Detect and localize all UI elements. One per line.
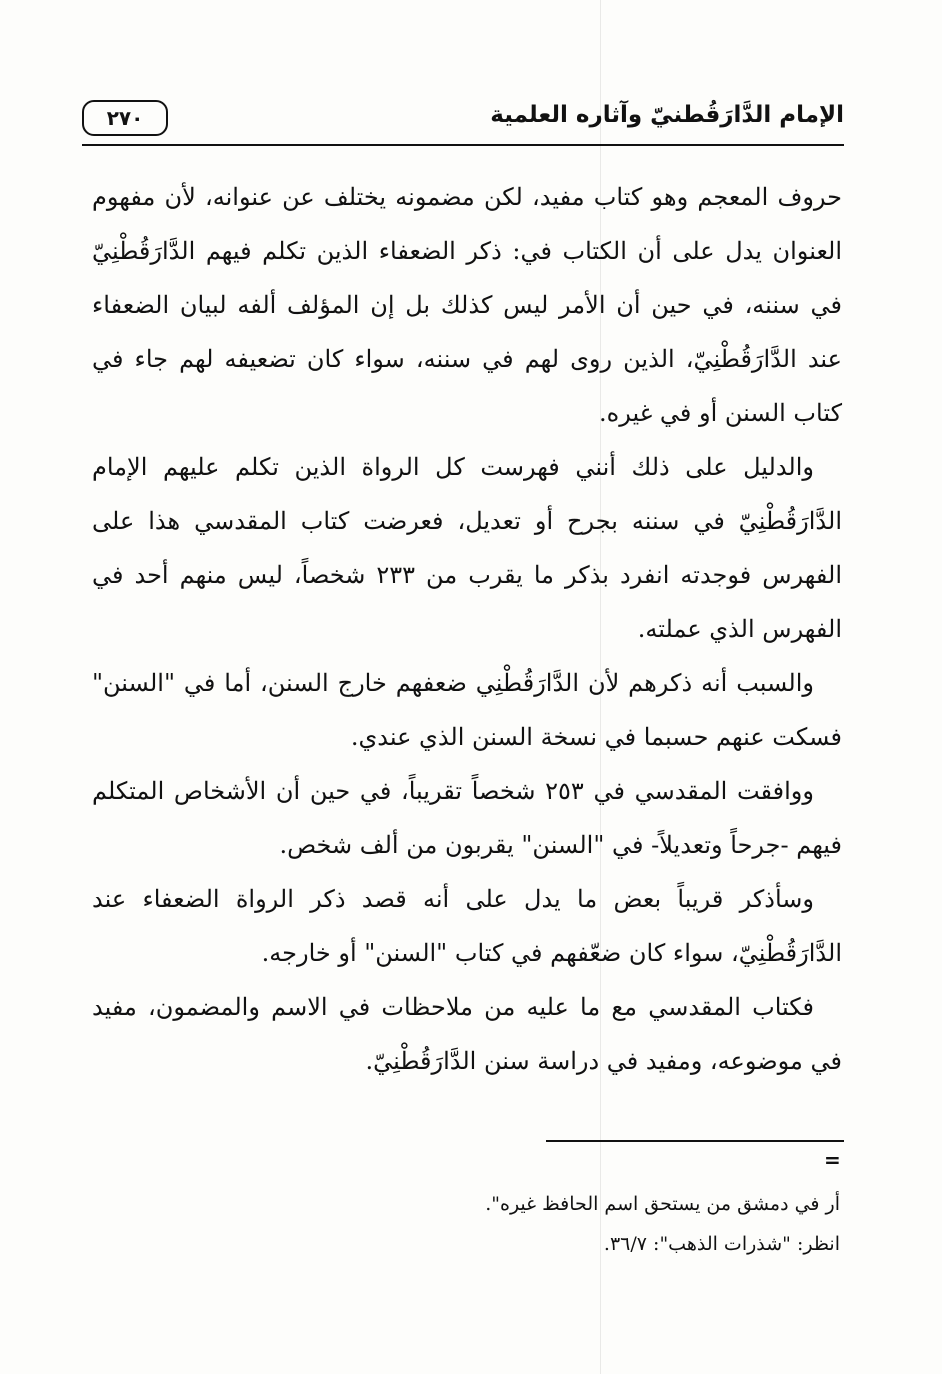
- paragraph: والسبب أنه ذكرهم لأن الدَّارَقُطْنِي ضعفهم خارج السنن، أما في "السنن" فسكت عنهم حسبما في نسخة السنن الذي عندي.: [92, 669, 842, 751]
- footnote-line: أر في دمشق من يستحق اسم الحافظ غيره".: [485, 1193, 840, 1215]
- footnote-line: انظر: "شذرات الذهب": ٣٦/٧.: [603, 1233, 840, 1255]
- body-text: [92, 170, 842, 1088]
- footnote-continuation-mark: =: [824, 1148, 841, 1172]
- paragraph: والدليل على ذلك أنني فهرست كل الرواة الذين تكلم عليهم الإمام الدَّارَقُطْنِيّ في سننه بجرح أو تعديل، فعرضت كتاب المقدسي هذا على الفهرس فوجدته انفرد بذكر ما يقرب من ٢٣٣ شخصاً، ليس منهم أحد في الفهرس الذي عملته.: [92, 453, 842, 643]
- footnotes: [300, 1184, 840, 1264]
- page-number: ٢٧٠: [82, 100, 168, 136]
- header-title: الإمام الدَّارَقُطنيّ وآثاره العلمية: [490, 102, 844, 128]
- paragraph: فكتاب المقدسي مع ما عليه من ملاحظات في الاسم والمضمون، مفيد في موضوعه، ومفيد في دراسة سنن الدَّارَقُطْنِيّ.: [92, 993, 842, 1075]
- paragraph: ووافقت المقدسي في ٢٥٣ شخصاً تقريباً، في حين أن الأشخاص المتكلم فيهم -جرحاً وتعديلاً- في "السنن" يقربون من ألف شخص.: [92, 777, 842, 859]
- running-header: [82, 94, 844, 146]
- paragraph: حروف المعجم وهو كتاب مفيد، لكن مضمونه يختلف عن عنوانه، لأن مفهوم العنوان يدل على أن الكتاب في: ذكر الضعفاء الذين تكلم فيهم الدَّارَقُطْنِيّ في سننه، في حين أن الأمر ليس كذلك بل إن المؤلف ألفه لبيان الضعفاء عند الدَّارَقُطْنِيّ، الذين روى لهم في سننه، سواء كان تضعيفه لهم جاء في كتاب السنن أو في غيره.: [92, 183, 843, 427]
- footnote-separator: [546, 1140, 844, 1142]
- paragraph: وسأذكر قريباً بعض ما يدل على أنه قصد ذكر الرواة الضعفاء عند الدَّارَقُطْنِيّ، سواء كان ضعّفهم في كتاب "السنن" أو خارجه.: [92, 885, 842, 967]
